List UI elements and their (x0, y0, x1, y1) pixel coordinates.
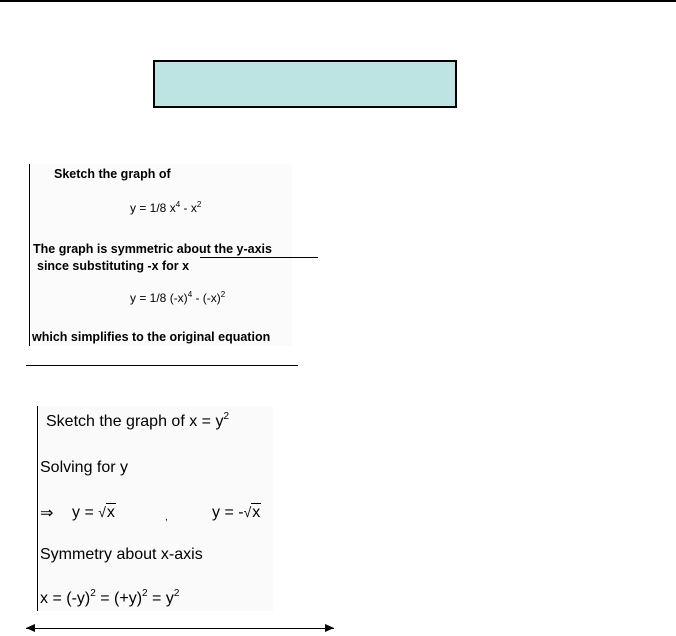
example2-intro: Sketch the graph of $x = y^2$ (46, 411, 229, 430)
solving-for-y: Solving for y (40, 459, 129, 476)
symmetry-proof: $x = (-y)^2 = (+y)^2 = y^2$ (40, 588, 180, 607)
arrowhead-right-icon (325, 624, 334, 632)
symmetry-x-axis: Symmetry about x-axis (40, 546, 203, 563)
solution-separator: , (165, 512, 168, 523)
symmetry-statement: The graph is symmetric about the y-axis (33, 242, 272, 256)
solution-negative: y = -√x (212, 504, 261, 521)
substitution-statement: since substituting -x for x (37, 259, 190, 273)
section-divider (26, 365, 298, 366)
example1-intro: Sketch the graph of (54, 167, 171, 181)
simplifies-statement: which simplifies to the original equation (32, 330, 271, 344)
implies-arrow: ⇒ (40, 505, 54, 522)
substituted-equation: y = 1/8 $(-x)^4 - (-x)^2$ (130, 290, 226, 305)
underline-rule (200, 257, 318, 258)
example1-equation: y = 1/8 $x^4 - x^2$ (130, 200, 202, 215)
double-arrow-line (26, 628, 334, 629)
top-rule (0, 0, 676, 2)
solution-positive: y = √x (72, 504, 115, 521)
arrowhead-left-icon (26, 624, 35, 632)
title-box (153, 60, 457, 108)
example2-left-rule (37, 406, 38, 611)
example1-left-rule (29, 164, 30, 346)
